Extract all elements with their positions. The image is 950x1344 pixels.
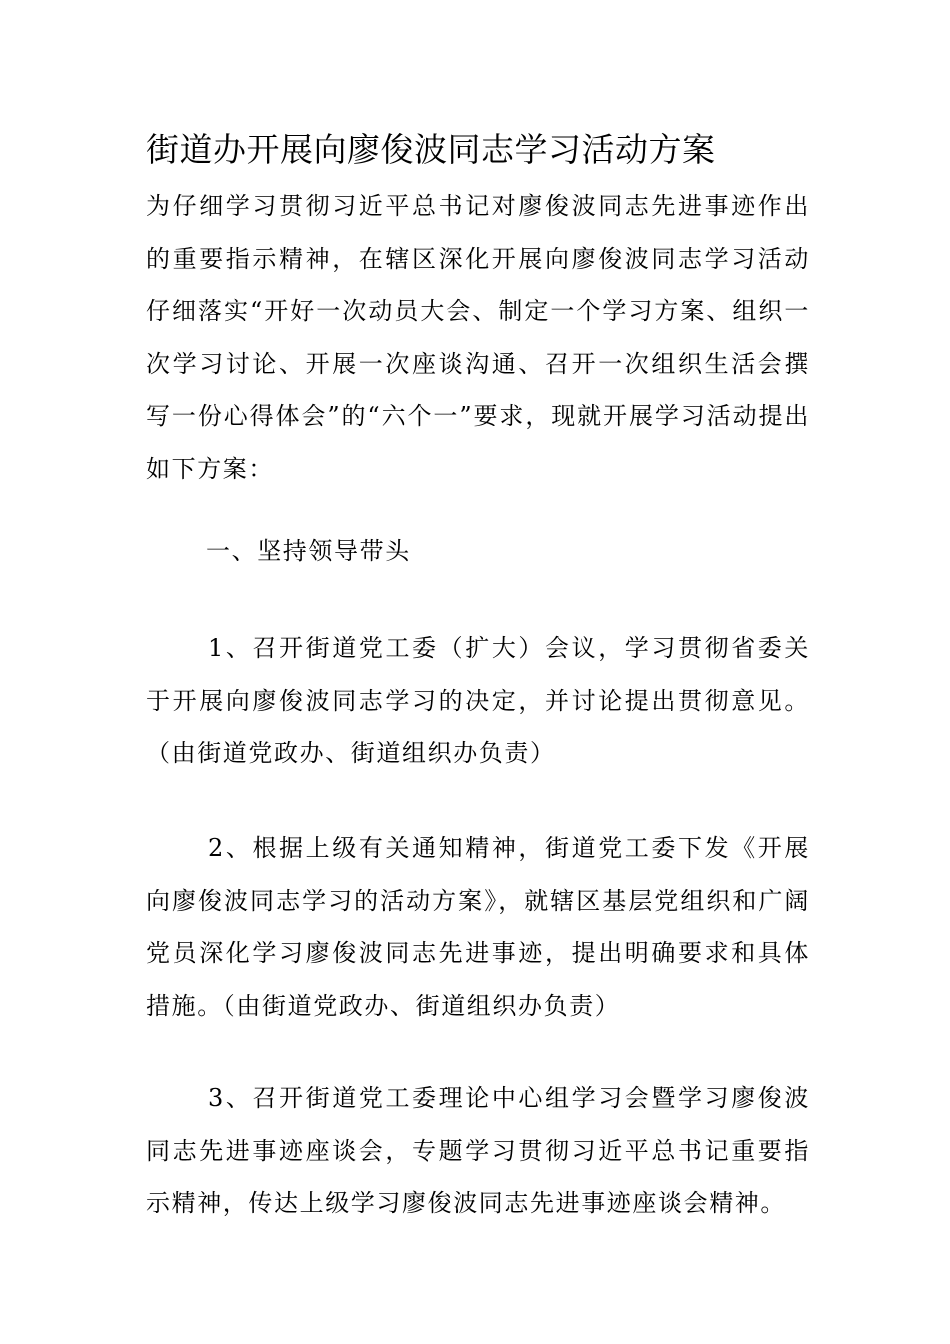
document-title: 街道办开展向廖俊波同志学习活动方案 (146, 130, 716, 169)
list-item-3: 3、召开街道党工委理论中心组学习会暨学习廖俊波同志先进事迹座谈会，专题学习贯彻习近平总书记重要指示精神，传达上级学习廖俊波同志先进事迹座谈会精神。 (146, 1084, 810, 1217)
list-item-2: 2、根据上级有关通知精神，街道党工委下发《开展向廖俊波同志学习的活动方案》，就辖区基层党组织和广阔党员深化学习廖俊波同志先进事迹，提出明确要求和具体措施。（由街道党政办、街道组织办负责） (146, 834, 810, 1020)
section-heading-1: 一、坚持领导带头 (206, 537, 411, 565)
intro-paragraph: 为仔细学习贯彻习近平总书记对廖俊波同志先进事迹作出的重要指示精神，在辖区深化开展向廖俊波同志学习活动仔细落实“开好一次动员大会、制定一个学习方案、组织一次学习讨论、开展一次座谈沟通、召开一次组织生活会撰写一份心得体会”的“六个一”要求，现就开展学习活动提出如下方案： (146, 192, 810, 483)
list-item-1: 1、召开街道党工委（扩大）会议，学习贯彻省委关于开展向廖俊波同志学习的决定，并讨论提出贯彻意见。（由街道党政办、街道组织办负责） (146, 634, 810, 767)
